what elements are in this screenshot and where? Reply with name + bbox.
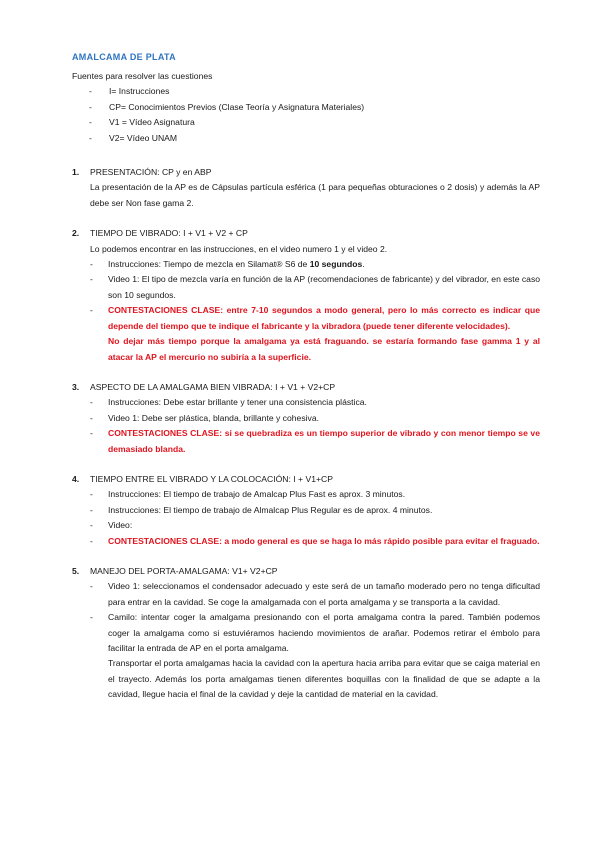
section-text: Lo podemos encontrar en las instrucciones, en el video numero 1 y el video 2. (90, 243, 388, 254)
list-item: - Instrucciones: Debe estar brillante y tener una consistencia plástica. (90, 395, 540, 410)
list-item-continuation: Transportar el porta amalgamas hacia la cavidad con la apertura hacia arriba para evitar que se caiga material en el trayecto. Además los porta amalgamas tienen diferentes boquillas con la finalidad de que se adapte a la cavidad, llegue hacia el final de la cavidad y deje la cantidad de material en la cavidad. (108, 658, 540, 700)
section-title: PRESENTACIÓN: CP y en ABP (90, 167, 212, 178)
section-list (90, 257, 540, 365)
section-number: 1. (72, 167, 80, 178)
list-item (90, 257, 540, 272)
list-item: - Video 1: seleccionamos el condensador adecuado y este será de un tamaño moderado pero no tenga dificultad para entrar en la cavidad. Se coge la amalgamada con el porta amalgama y se transporta a la cavidad. (90, 579, 540, 610)
list-item: - Video 1: El tipo de mezcla varía en función de la AP (recomendaciones de fabricante) y del vibrador, en este caso son 10 segundos. (90, 272, 540, 303)
list-item (90, 610, 540, 702)
section-heading (72, 472, 540, 487)
class-answer-text: CONTESTACIONES CLASE: a modo general es que se haga lo más rápido posible para evitar el fraguado. (108, 535, 540, 546)
section-presentacion (72, 165, 540, 211)
document-title: AMALCAMA DE PLATA (72, 52, 176, 62)
list-item-bold: 10 segundos (309, 259, 363, 270)
section-title: TIEMPO DE VIBRADO: I + V1 + V2 + CP (90, 228, 248, 239)
section-number: 2. (72, 228, 80, 239)
class-answer-continuation: No dejar más tiempo porque la amalgama ya está fraguando. se estaría formando fase gamma 1 y al atacar la AP el mercurio no subiría a la superficie. (108, 336, 540, 362)
section-list (90, 579, 540, 702)
section-title: ASPECTO DE LA AMALGAMA BIEN VIBRADA: I + V1 + V2+CP (90, 381, 336, 392)
list-item-class-answer (90, 534, 540, 549)
list-item: - Video 1: Debe ser plástica, blanda, brillante y cohesiva. (90, 411, 540, 426)
section-heading (72, 226, 540, 241)
list-item: - Instrucciones: El tiempo de trabajo de Amalcap Plus Fast es aprox. 3 minutos. (90, 487, 540, 502)
list-item-class-answer (90, 303, 540, 365)
section-tiempo-colocacion (72, 472, 540, 549)
sources-list (72, 84, 540, 146)
section-heading (72, 165, 540, 180)
section-aspecto (72, 380, 540, 457)
section-list (90, 395, 540, 457)
sources-intro: Fuentes para resolver las cuestiones (72, 71, 213, 81)
list-item: - Video: (90, 518, 540, 533)
section-title: TIEMPO ENTRE EL VIBRADO Y LA COLOCACIÓN: I + V1+CP (90, 473, 333, 484)
class-answer-text: CONTESTACIONES CLASE: si se quebradiza es un tiempo superior de vibrado y con menor tiempo se ve demasiado blanda. (108, 428, 540, 454)
source-item: - I= Instrucciones (72, 84, 540, 99)
section-number: 4. (72, 473, 80, 484)
list-item: - Instrucciones: El tiempo de trabajo de Almalcap Plus Regular es de aprox. 4 minutos. (90, 503, 540, 518)
source-item: - V2= Vídeo UNAM (72, 131, 540, 146)
section-heading (72, 564, 540, 579)
list-item-class-answer (90, 426, 540, 457)
source-item: - V1 = Vídeo Asignatura (72, 115, 540, 130)
section-number: 5. (72, 565, 80, 576)
list-item-text: Camilo: intentar coger la amalgama presionando con el porta amalgama contra la pared. También podemos coger la amalgama como si estuviéramos haciendo movimientos de arañar. Podemos retirar el émbolo para facilitar la entrada de AP en el porta amalgama. (108, 612, 540, 653)
section-heading (72, 380, 540, 395)
list-item-text: . (362, 259, 365, 270)
section-porta-amalgama (72, 564, 540, 703)
section-tiempo-vibrado (72, 226, 540, 365)
class-answer-text: CONTESTACIONES CLASE: entre 7-10 segundos a modo general, pero lo más correcto es indicar que depende del tiempo que te indique el fabricante y la vibradora (puede tener diferente velocidades). (108, 305, 540, 331)
source-item: - CP= Conocimientos Previos (Clase Teoría y Asignatura Materiales) (72, 100, 540, 115)
section-number: 3. (72, 381, 80, 392)
list-item-text: Instrucciones: Tiempo de mezcla en Silamat® S6 de (108, 259, 310, 270)
section-text: La presentación de la AP es de Cápsulas partícula esférica (1 para pequeñas obturaciones o 2 dosis) y además la AP debe ser Non fase gama 2. (90, 182, 540, 208)
section-list (90, 487, 540, 549)
section-title: MANEJO DEL PORTA-AMALGAMA: V1+ V2+CP (90, 565, 278, 576)
